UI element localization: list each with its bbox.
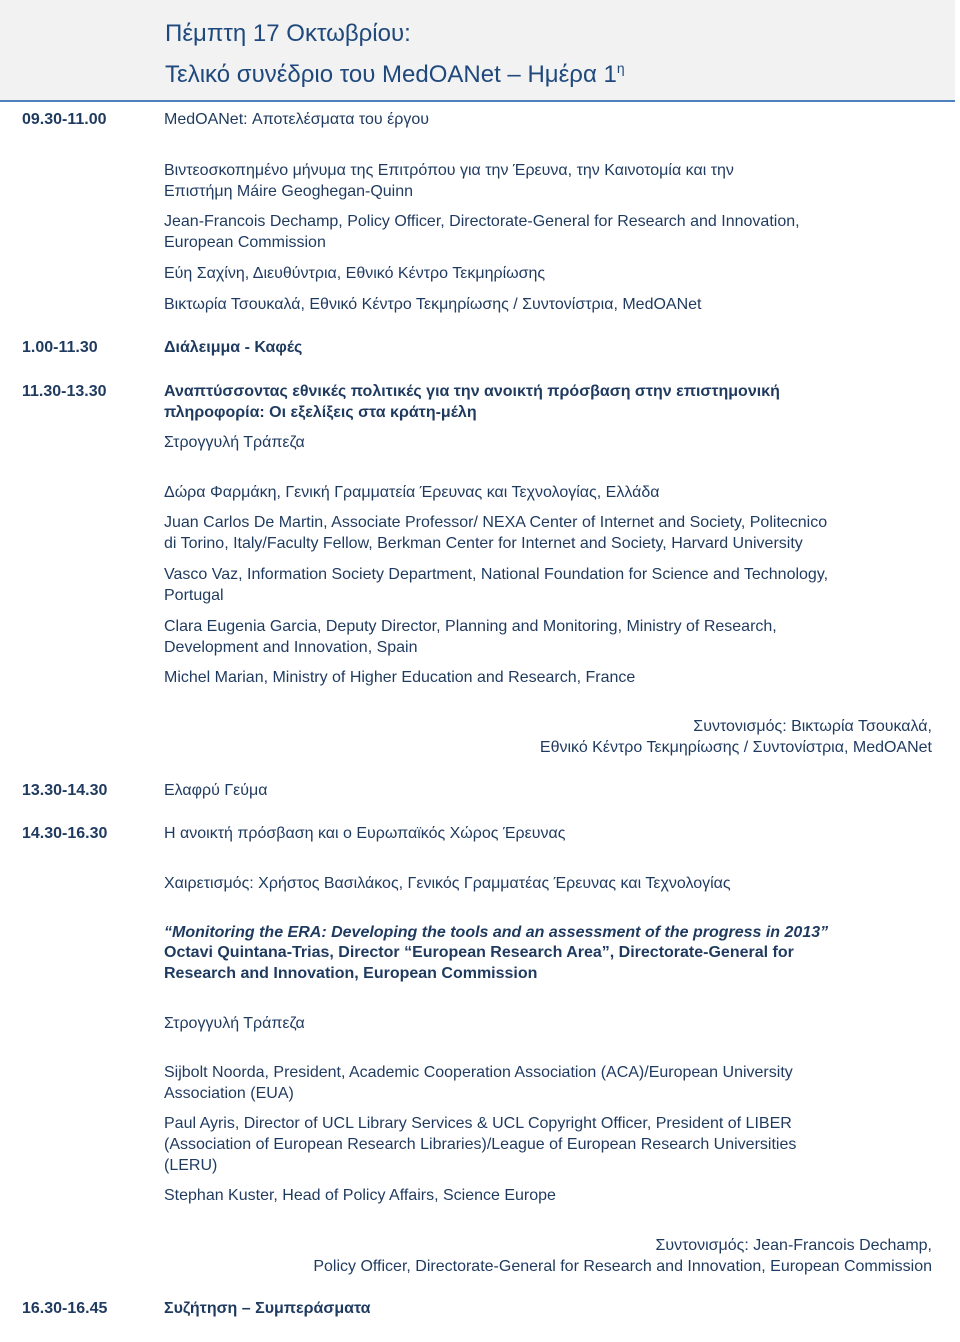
session-3-talk-speaker-line-1: Octavi Quintana-Trias, Director “European Research Area”, Directorate-General for (164, 944, 794, 961)
session-4-time: 16.30-16.45 (22, 1300, 108, 1317)
session-4-title: Συζήτηση – Συμπεράσματα (164, 1300, 371, 1317)
session-2-time: 11.30-13.30 (22, 383, 107, 400)
page-title-event-text: Τελικό συνέδριο του MedOANet – Ημέρα 1 (165, 61, 617, 88)
session-2-panelist-4-line-2: Development and Innovation, Spain (164, 639, 418, 656)
session-1-item-3: Εύη Σαχίνη, Διευθύντρια, Εθνικό Κέντρο Τεκμηρίωσης (164, 265, 546, 282)
session-3-coordinator-line-1: Συντονισμός: Jean-Francois Dechamp, (655, 1237, 932, 1254)
break-title: Διάλειμμα - Καφές (164, 339, 303, 356)
session-2-panelist-1: Δώρα Φαρμάκη, Γενική Γραμματεία Έρευνας και Τεχνολογίας, Ελλάδα (164, 484, 660, 501)
session-1-item-2-line-2: European Commission (164, 234, 326, 251)
session-3-welcome: Χαιρετισμός: Χρήστος Βασιλάκος, Γενικός Γραμματέας Έρευνας και Τεχνολογίας (164, 875, 731, 892)
lunch-title: Ελαφρύ Γεύμα (164, 782, 268, 799)
page-title-event (165, 60, 625, 89)
session-1-item-1-line-2: Επιστήμη Máire Geoghegan-Quinn (164, 183, 414, 200)
session-2-title-line-1: Αναπτύσσοντας εθνικές πολιτικές για την ανοικτή πρόσβαση στην επιστημονική (164, 383, 780, 400)
session-1-title: MedOANet: Αποτελέσματα του έργου (164, 111, 429, 128)
session-3-panelist-2-line-3: (LERU) (164, 1157, 218, 1174)
session-2-panelist-4-line-1: Clara Eugenia Garcia, Deputy Director, Planning and Monitoring, Ministry of Research, (164, 618, 777, 635)
session-1-item-1-line-1: Βιντεοσκοπημένο μήνυμα της Επιτρόπου για την Έρευνα, την Καινοτομία και την (164, 162, 734, 179)
lunch-time: 13.30-14.30 (22, 782, 108, 799)
session-2-title-line-2: πληροφορία: Οι εξελίξεις στα κράτη-μέλη (164, 404, 477, 421)
session-2-panelist-2-line-1: Juan Carlos De Martin, Associate Professor/ NEXA Center of Internet and Society, Politecnico (164, 514, 828, 531)
session-3-panelist-1-line-2: Association (EUA) (164, 1085, 294, 1102)
session-3-panelist-3: Stephan Kuster, Head of Policy Affairs, Science Europe (164, 1187, 556, 1204)
session-3-coordinator-line-2: Policy Officer, Directorate-General for Research and Innovation, European Commission (313, 1258, 932, 1275)
session-3-talk-title: “Monitoring the ERA: Developing the tools and an assessment of the progress in 2013” (164, 924, 829, 941)
session-2-panelist-2-line-2: di Torino, Italy/Faculty Fellow, Berkman Center for Internet and Society, Harvard University (164, 535, 803, 552)
header-divider (0, 100, 955, 102)
session-1-item-4: Βικτωρία Τσουκαλά, Εθνικό Κέντρο Τεκμηρίωσης / Συντονίστρια, MedOANet (164, 296, 702, 313)
page-title-date: Πέμπτη 17 Οκτωβρίου: (165, 20, 411, 47)
session-2-panelist-3-line-1: Vasco Vaz, Information Society Department, National Foundation for Science and Technology, (164, 566, 829, 583)
session-3-panelist-2-line-1: Paul Ayris, Director of UCL Library Services & UCL Copyright Officer, President of LIBER (164, 1115, 792, 1132)
session-3-panelist-1-line-1: Sijbolt Noorda, President, Academic Cooperation Association (ACA)/European University (164, 1064, 793, 1081)
session-3-roundtable: Στρογγυλή Τράπεζα (164, 1015, 305, 1032)
session-3-talk-speaker-line-2: Research and Innovation, European Commission (164, 965, 538, 982)
session-3-time: 14.30-16.30 (22, 825, 108, 842)
session-2-panelist-5: Michel Marian, Ministry of Higher Education and Research, France (164, 669, 636, 686)
session-1-item-2-line-1: Jean-Francois Dechamp, Policy Officer, Directorate-General for Research and Innovation, (164, 213, 800, 230)
session-3-panelist-2-line-2: (Association of European Research Libraries)/League of European Research Universities (164, 1136, 797, 1153)
session-1-time: 09.30-11.00 (22, 111, 107, 128)
session-2-panelist-3-line-2: Portugal (164, 587, 224, 604)
session-2-coordinator-line-1: Συντονισμός: Βικτωρία Τσουκαλά, (693, 718, 932, 735)
page-title-sup: η (616, 60, 625, 76)
session-3-title: Η ανοικτή πρόσβαση και ο Ευρωπαϊκός Χώρος Έρευνας (164, 825, 566, 842)
break-time: 1.00-11.30 (22, 339, 98, 356)
session-2-coordinator-line-2: Εθνικό Κέντρο Τεκμηρίωσης / Συντονίστρια, MedOANet (539, 739, 932, 756)
session-2-roundtable: Στρογγυλή Τράπεζα (164, 434, 305, 451)
